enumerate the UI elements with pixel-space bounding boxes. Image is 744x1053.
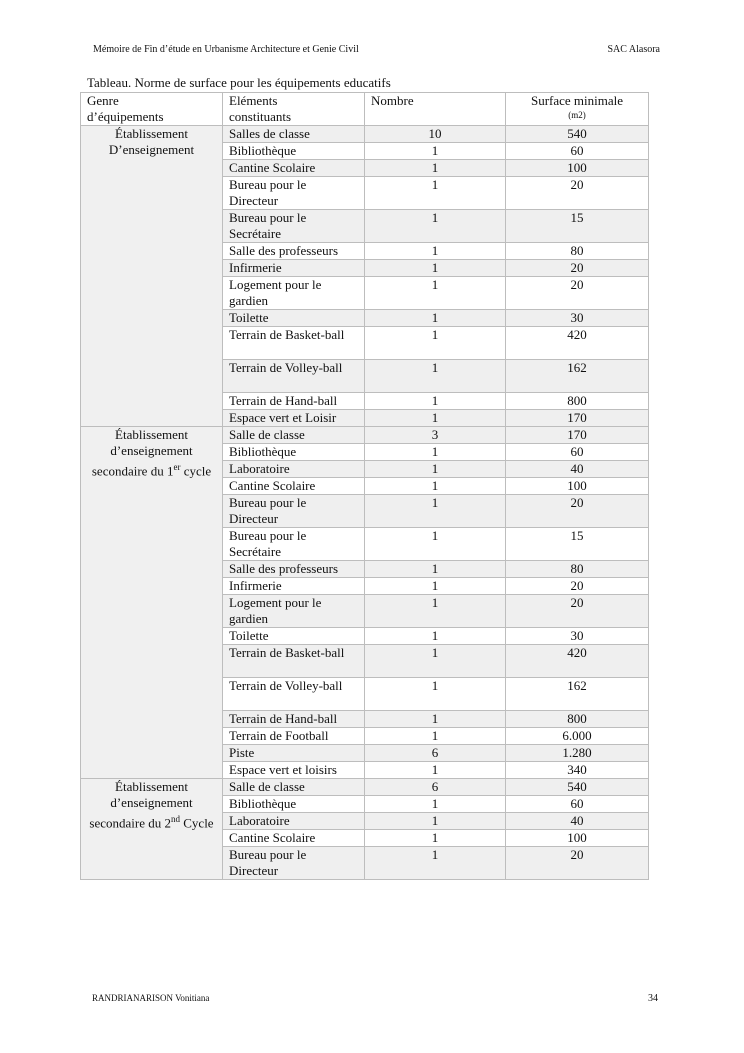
nombre-cell: 1 (365, 595, 506, 628)
element-cell: Bureau pour le Secrétaire (223, 210, 365, 243)
col-header-nombre: Nombre (365, 93, 506, 126)
element-cell: Salles de classe (223, 126, 365, 143)
table-row (81, 427, 649, 444)
surface-cell: 540 (506, 126, 649, 143)
nombre-cell: 1 (365, 561, 506, 578)
nombre-cell: 6 (365, 779, 506, 796)
surface-cell: 20 (506, 177, 649, 210)
surface-cell: 60 (506, 143, 649, 160)
element-cell: Infirmerie (223, 260, 365, 277)
table-header-row (81, 93, 649, 126)
element-cell: Bureau pour le Directeur (223, 495, 365, 528)
nombre-cell: 1 (365, 277, 506, 310)
col-header-surface (506, 93, 649, 126)
genre-superscript: nd (171, 814, 180, 824)
surface-cell: 60 (506, 796, 649, 813)
surface-cell: 20 (506, 260, 649, 277)
col-header-genre: Genre d’équipements (81, 93, 223, 126)
genre-cell (81, 427, 223, 779)
nombre-cell: 1 (365, 160, 506, 177)
nombre-cell: 1 (365, 310, 506, 327)
surface-cell: 30 (506, 628, 649, 645)
surface-cell: 40 (506, 813, 649, 830)
nombre-cell: 6 (365, 745, 506, 762)
surface-norms-table (80, 92, 649, 880)
surface-cell: 100 (506, 830, 649, 847)
element-cell: Laboratoire (223, 813, 365, 830)
nombre-cell: 1 (365, 813, 506, 830)
surface-cell: 162 (506, 360, 649, 393)
genre-title-end: Cycle (183, 815, 214, 831)
element-cell: Espace vert et Loisir (223, 410, 365, 427)
element-cell: Infirmerie (223, 578, 365, 595)
surface-cell: 170 (506, 427, 649, 444)
surface-cell: 6.000 (506, 728, 649, 745)
element-cell: Bureau pour le Secrétaire (223, 528, 365, 561)
element-cell: Espace vert et loisirs (223, 762, 365, 779)
genre-superscript: er (173, 462, 181, 472)
surface-cell: 80 (506, 243, 649, 260)
element-cell: Terrain de Football (223, 728, 365, 745)
nombre-cell: 1 (365, 177, 506, 210)
nombre-cell: 10 (365, 126, 506, 143)
surface-cell: 340 (506, 762, 649, 779)
nombre-cell: 1 (365, 210, 506, 243)
genre-title: Établissement d’enseignement secondaire du 1 (91, 427, 193, 479)
nombre-cell: 1 (365, 410, 506, 427)
nombre-cell: 1 (365, 678, 506, 711)
element-cell: Terrain de Hand-ball (223, 711, 365, 728)
element-cell: Terrain de Hand-ball (223, 393, 365, 410)
surface-cell: 20 (506, 495, 649, 528)
table-row (81, 779, 649, 796)
surface-cell: 800 (506, 393, 649, 410)
surface-cell: 80 (506, 561, 649, 578)
nombre-cell: 1 (365, 143, 506, 160)
element-cell: Toilette (223, 628, 365, 645)
surface-cell: 60 (506, 444, 649, 461)
surface-cell: 20 (506, 277, 649, 310)
genre-title: Établissement D’enseignement (108, 126, 195, 157)
element-cell: Terrain de Volley-ball (223, 678, 365, 711)
nombre-cell: 1 (365, 628, 506, 645)
element-cell: Cantine Scolaire (223, 160, 365, 177)
element-cell: Bibliothèque (223, 444, 365, 461)
table-caption: Tableau. Norme de surface pour les équipements educatifs (87, 75, 391, 90)
nombre-cell: 1 (365, 762, 506, 779)
nombre-cell: 1 (365, 645, 506, 678)
element-cell: Bureau pour le Directeur (223, 847, 365, 880)
element-cell: Logement pour le gardien (223, 595, 365, 628)
element-cell: Bibliothèque (223, 796, 365, 813)
table-row (81, 126, 649, 143)
genre-title: Établissement d’enseignement secondaire du 2 (89, 779, 193, 831)
nombre-cell: 1 (365, 847, 506, 880)
element-cell: Logement pour le gardien (223, 277, 365, 310)
element-cell: Terrain de Basket-ball (223, 327, 365, 360)
page-number: 34 (648, 993, 658, 1004)
element-cell: Terrain de Basket-ball (223, 645, 365, 678)
nombre-cell: 1 (365, 578, 506, 595)
element-cell: Salle de classe (223, 779, 365, 796)
surface-cell: 420 (506, 645, 649, 678)
genre-cell (81, 126, 223, 427)
surface-cell: 40 (506, 461, 649, 478)
surface-cell: 20 (506, 578, 649, 595)
footer-author: RANDRIANARISON Vonitiana (92, 993, 210, 1003)
surface-cell: 20 (506, 595, 649, 628)
element-cell: Terrain de Volley-ball (223, 360, 365, 393)
surface-cell: 30 (506, 310, 649, 327)
nombre-cell: 1 (365, 478, 506, 495)
element-cell: Bureau pour le Directeur (223, 177, 365, 210)
element-cell: Cantine Scolaire (223, 478, 365, 495)
genre-cell (81, 779, 223, 880)
surface-cell: 20 (506, 847, 649, 880)
genre-title-end: cycle (183, 463, 212, 479)
element-cell: Salle des professeurs (223, 243, 365, 260)
nombre-cell: 1 (365, 243, 506, 260)
surface-cell: 15 (506, 210, 649, 243)
surface-header-label: Surface minimale (530, 93, 624, 108)
surface-cell: 540 (506, 779, 649, 796)
nombre-cell: 3 (365, 427, 506, 444)
nombre-cell: 1 (365, 495, 506, 528)
surface-cell: 170 (506, 410, 649, 427)
surface-cell: 162 (506, 678, 649, 711)
nombre-cell: 1 (365, 830, 506, 847)
page-header-title: Mémoire de Fin d’étude en Urbanisme Architecture et Genie Civil (93, 44, 359, 55)
col-header-elements: Eléments constituants (223, 93, 365, 126)
surface-cell: 800 (506, 711, 649, 728)
nombre-cell: 1 (365, 360, 506, 393)
surface-cell: 100 (506, 478, 649, 495)
surface-unit: (m2) (568, 110, 586, 120)
element-cell: Salle des professeurs (223, 561, 365, 578)
nombre-cell: 1 (365, 327, 506, 360)
nombre-cell: 1 (365, 393, 506, 410)
page-header-right: SAC Alasora (607, 44, 660, 55)
surface-cell: 420 (506, 327, 649, 360)
element-cell: Bibliothèque (223, 143, 365, 160)
surface-cell: 15 (506, 528, 649, 561)
surface-cell: 1.280 (506, 745, 649, 762)
surface-cell: 100 (506, 160, 649, 177)
nombre-cell: 1 (365, 796, 506, 813)
element-cell: Salle de classe (223, 427, 365, 444)
nombre-cell: 1 (365, 260, 506, 277)
table-body (81, 126, 649, 880)
nombre-cell: 1 (365, 528, 506, 561)
nombre-cell: 1 (365, 444, 506, 461)
element-cell: Piste (223, 745, 365, 762)
nombre-cell: 1 (365, 728, 506, 745)
nombre-cell: 1 (365, 711, 506, 728)
element-cell: Cantine Scolaire (223, 830, 365, 847)
element-cell: Laboratoire (223, 461, 365, 478)
element-cell: Toilette (223, 310, 365, 327)
nombre-cell: 1 (365, 461, 506, 478)
